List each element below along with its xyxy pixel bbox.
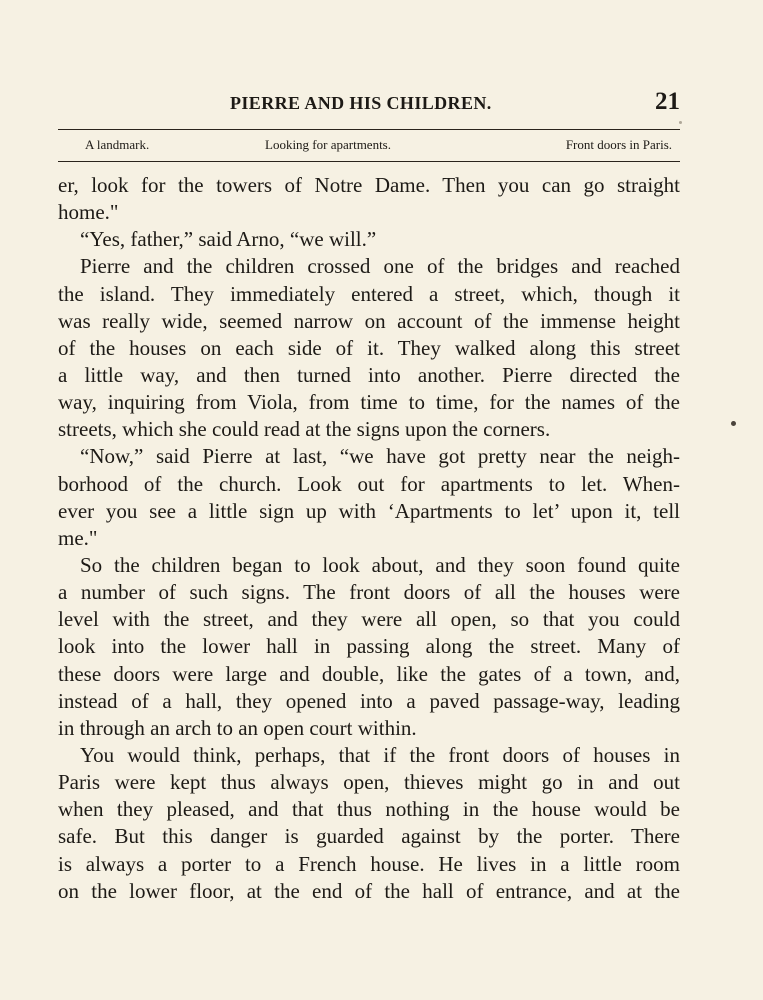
page-number: 21 [655, 88, 680, 115]
text-line: “Yes, father,” said Arno, “we will.” [80, 227, 377, 252]
margin-mark [731, 421, 736, 426]
text-line: a number of such signs. The front doors of all the houses were [58, 580, 680, 605]
text-line: these doors were large and double, like the gates of a town, and, [58, 661, 680, 686]
top-rule [58, 129, 680, 130]
text-line: way, inquiring from Viola, from time to time, for the names of the [58, 390, 680, 415]
text-line: level with the street, and they were all open, so that you could [58, 607, 680, 632]
running-head [58, 88, 680, 118]
text-line: me." [58, 525, 98, 550]
paper-speck [679, 121, 682, 124]
running-title: PIERRE AND HIS CHILDREN. [230, 93, 492, 113]
text-line: when they pleased, and that thus nothing in the house would be [58, 797, 680, 822]
text-line: So the children began to look about, and they soon found quite [80, 552, 680, 577]
text-line: of the houses on each side of it. They walked along this street [58, 335, 680, 360]
text-line: Paris were kept thus always open, thieves might go in and out [58, 770, 680, 795]
bottom-rule [58, 161, 680, 162]
text-line: was really wide, seemed narrow on account of the immense height [58, 308, 680, 333]
text-line: the island. They immediately entered a street, which, though it [58, 281, 680, 306]
text-line: is always a porter to a French house. He lives in a little room [58, 851, 680, 876]
body-text [58, 172, 680, 905]
text-line: home." [58, 200, 119, 225]
text-line: borhood of the church. Look out for apartments to let. When- [58, 471, 680, 496]
topic-landmark: A landmark. [85, 137, 150, 152]
text-line: a little way, and then turned into another. Pierre directed the [58, 362, 680, 387]
text-line: on the lower floor, at the end of the hall of entrance, and at the [58, 878, 680, 903]
topic-line [58, 137, 680, 155]
text-line: streets, which she could read at the signs upon the corners. [58, 417, 551, 442]
text-line: You would think, perhaps, that if the front doors of houses in [80, 742, 680, 767]
text-line: er, look for the towers of Notre Dame. Then you can go straight [58, 173, 680, 197]
text-line: look into the lower hall in passing along the street. Many of [58, 634, 680, 659]
text-line: safe. But this danger is guarded against by the porter. There [58, 824, 680, 849]
topic-apartments: Looking for apartments. [265, 137, 391, 152]
text-line: instead of a hall, they opened into a paved passage-way, leading [58, 688, 680, 713]
topic-front-doors: Front doors in Paris. [565, 137, 672, 152]
text-line: in through an arch to an open court within. [58, 715, 417, 740]
text-line: ever you see a little sign up with ‘Apartments to let’ upon it, tell [58, 498, 680, 523]
text-line: Pierre and the children crossed one of the bridges and reached [80, 254, 680, 279]
text-line: “Now,” said Pierre at last, “we have got pretty near the neigh- [80, 444, 680, 469]
